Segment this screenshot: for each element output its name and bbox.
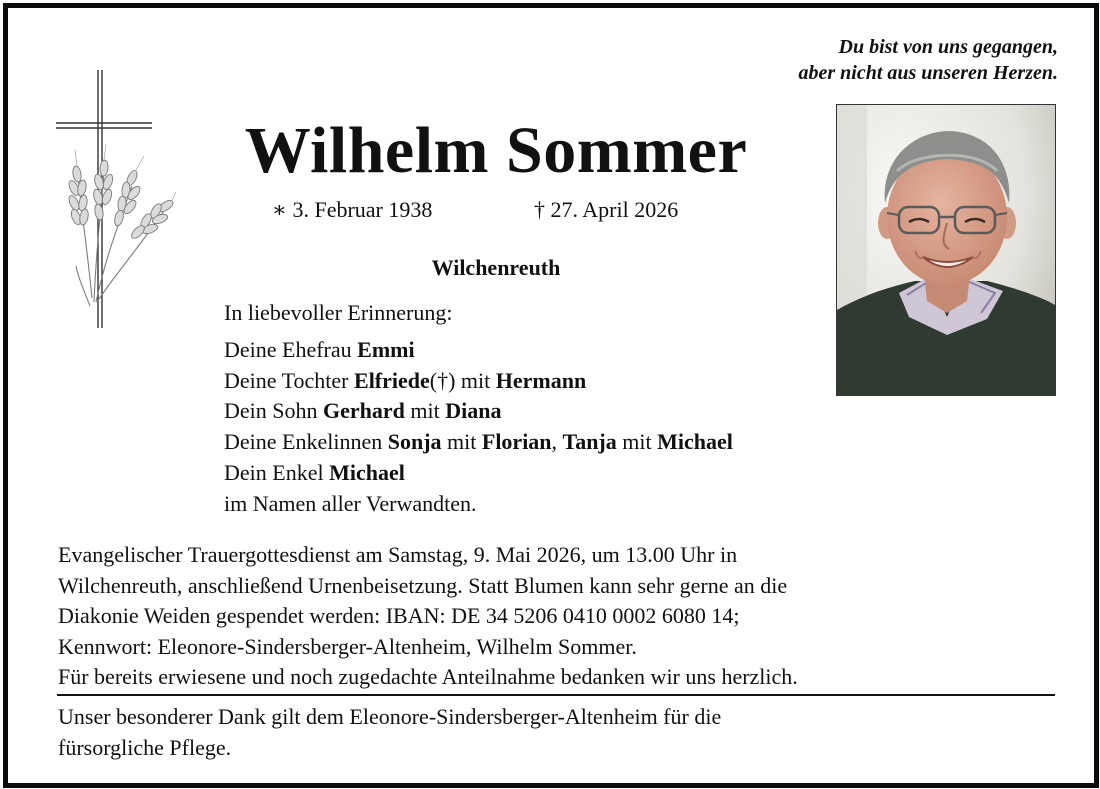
daughter-name: Elfriede (354, 367, 430, 393)
relation-label: Deine Tochter (224, 367, 355, 393)
deceased-mark: (†) mit (429, 367, 496, 393)
family-line-daughter (224, 366, 733, 397)
birth-date: ∗ 3. Februar 1938 (272, 197, 433, 222)
connector: mit (616, 429, 658, 455)
thanks-line: fürsorgliche Pflege. (58, 734, 232, 760)
relation-label: Deine Ehefrau (224, 336, 358, 362)
service-info (58, 540, 1048, 693)
portrait-photo (836, 104, 1056, 396)
hometown: Wilchenreuth (431, 255, 561, 280)
spouse-name: Emmi (357, 336, 415, 362)
mourners-list (224, 298, 733, 520)
connector: mit (404, 398, 446, 424)
connector: mit (441, 429, 482, 455)
divider-line (57, 694, 1055, 696)
granddaughter-partner-name: Michael (657, 429, 733, 455)
relation-label: Dein Enkel (224, 459, 330, 485)
granddaughter-name: Sonja (387, 429, 442, 455)
family-line-spouse (224, 335, 733, 366)
service-line: Diakonie Weiden gespendet werden: IBAN: DE 34 5206 0410 0002 6080 14; (58, 603, 740, 629)
son-partner-name: Diana (445, 398, 502, 424)
death-date: † 27. April 2026 (534, 197, 679, 222)
service-line: Wilchenreuth, anschließend Urnenbeisetzung. Statt Blumen kann sehr gerne an die (58, 572, 788, 598)
granddaughter-partner-name: Florian (481, 429, 552, 455)
service-line: Kennwort: Eleonore-Sindersberger-Altenheim, Wilhelm Sommer. (58, 633, 637, 659)
special-thanks (58, 702, 1048, 763)
family-line-granddaughters (224, 427, 733, 458)
relation-label: Deine Enkelinnen (224, 429, 388, 455)
daughter-partner-name: Hermann (495, 367, 587, 393)
motto-line-1: Du bist von uns gegangen, (838, 36, 1058, 58)
deceased-name: Wilhelm Sommer (244, 114, 748, 187)
motto (638, 34, 1058, 86)
cross-with-wheat-icon (52, 66, 177, 334)
relation-label: Dein Sohn (224, 398, 323, 424)
service-line: Für bereits erwiesene und noch zugedachte Anteilnahme bedanken wir uns herzlich. (58, 664, 798, 690)
thanks-line: Unser besonderer Dank gilt dem Eleonore-Sindersberger-Altenheim für die (58, 704, 722, 729)
family-closing: im Namen aller Verwandten. (224, 490, 477, 516)
grandson-name: Michael (329, 459, 405, 485)
service-line: Evangelischer Trauergottesdienst am Samstag, 9. Mai 2026, um 13.00 Uhr in (58, 542, 738, 567)
motto-line-2: aber nicht aus unseren Herzen. (798, 62, 1058, 84)
family-line-grandson (224, 458, 733, 489)
separator: , (551, 429, 563, 455)
family-line-son (224, 396, 733, 427)
granddaughter-name: Tanja (562, 429, 617, 455)
son-name: Gerhard (323, 398, 405, 424)
portrait-illustration (837, 105, 1055, 395)
family-intro: In liebevoller Erinnerung: (224, 300, 453, 325)
